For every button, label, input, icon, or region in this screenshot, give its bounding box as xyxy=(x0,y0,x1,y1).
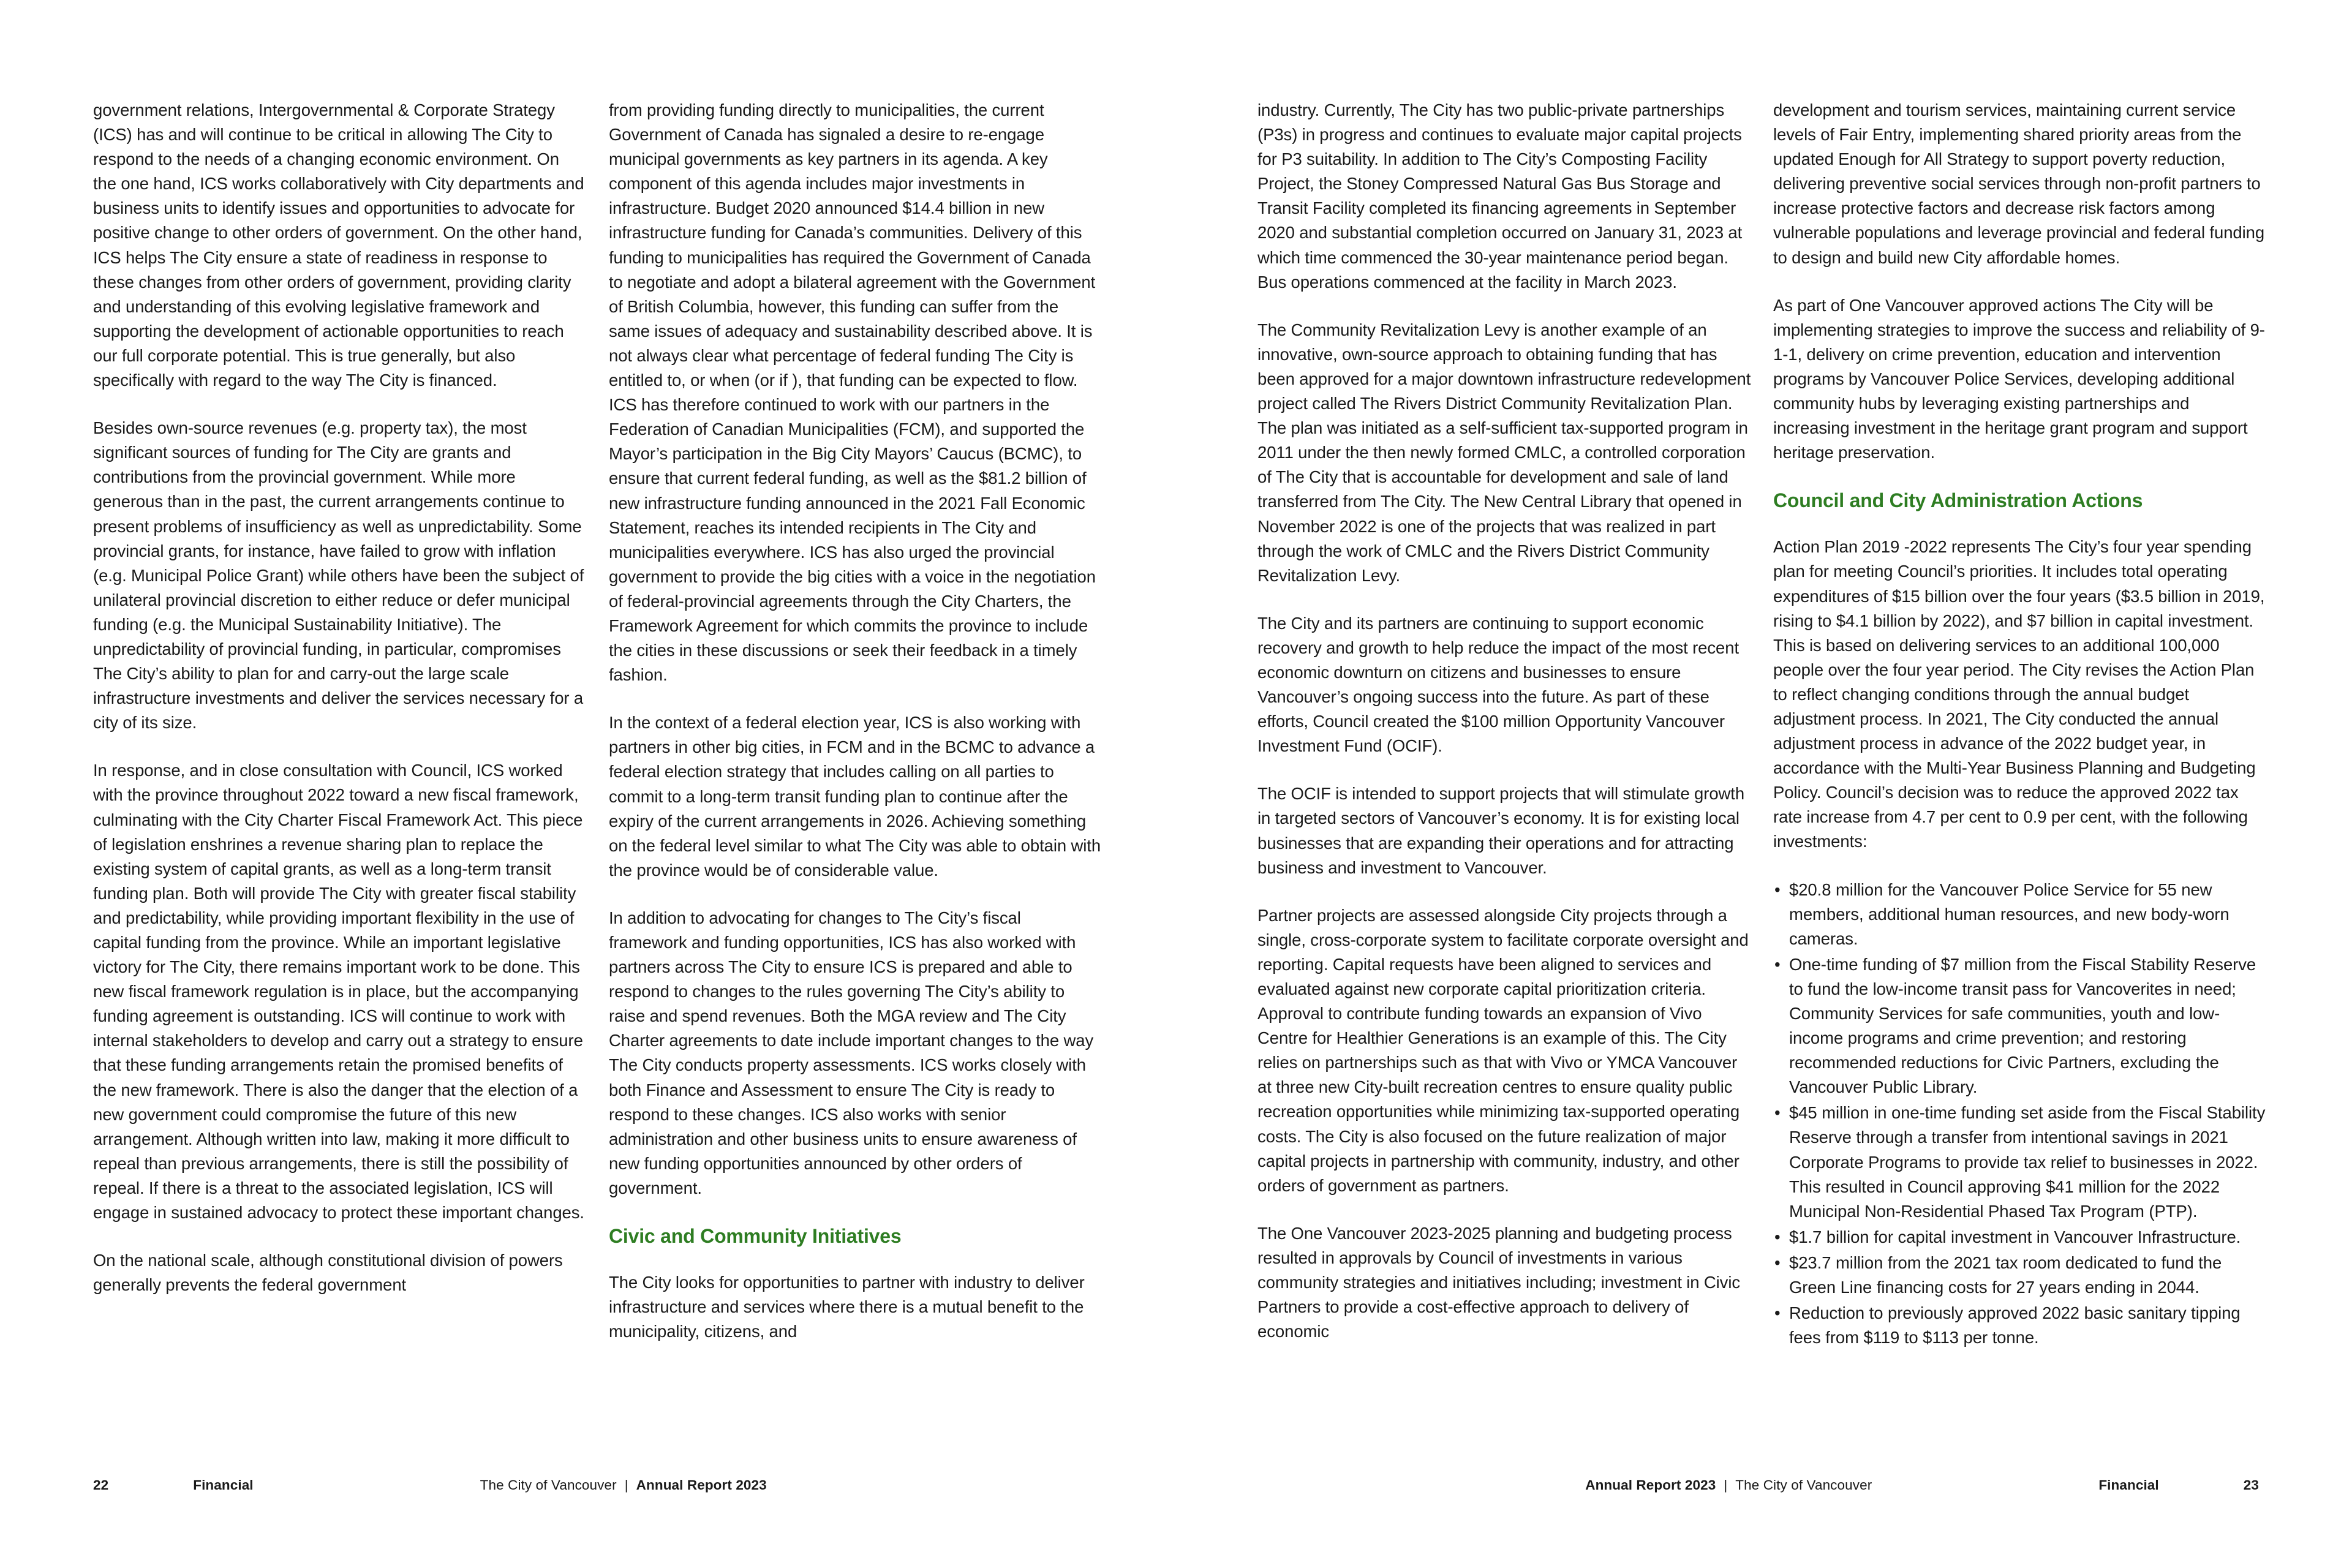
footer-organization-left: The City of Vancouver xyxy=(480,1477,617,1493)
paragraph: In response, and in close consultation with Council, ICS worked with the province throughout 2022 toward a new fiscal framework, culminating with the City Charter Fiscal Framework Act. This piece of legislation enshrines a revenue sharing plan to replace the existing system of capital grants, as well as a long-term transit funding plan. Both will provide The City with greater fiscal stability and predictability, while providing important flexibility in the use of capital funding from the province. While an important legislative victory for The City, there remains important work to be done. This new fiscal framework regulation is in place, but the accompanying funding agreement is outstanding. ICS will continue to work with internal stakeholders to develop and carry out a strategy to ensure that these funding arrangements retain the promised benefits of the new framework. There is also the danger that the election of a new government could compromise the future of this new arrangement. Although written into law, making it more difficult to repeal than previous arrangements, there is still the possibility of repeal. If there is a threat to the associated legislation, ICS will engage in sustained advocacy to protect these important changes. xyxy=(93,761,584,1223)
page-number-left: 22 xyxy=(93,1477,109,1493)
footer-left-page xyxy=(93,1475,1098,1496)
section-heading-civic-and-community-initiatives: Civic and Community Initiatives xyxy=(609,1225,902,1248)
paragraph: The OCIF is intended to support projects that will stimulate growth in targeted sectors of Vancouver’s economy. It is for existing local businesses that are expanding their operations and for attracting business and investment to Vancouver. xyxy=(1257,784,1745,877)
investments-bullet-list xyxy=(1773,878,2267,1351)
paragraph: development and tourism services, maintaining current service levels of Fair Entry, implementing shared priority areas from the updated Enough for All Strategy to support poverty reduction, delivering preventive social services through non-profit partners to increase protective factors and decrease risk factors among vulnerable populations and leverage provincial and federal funding to design and build new City affordable homes. xyxy=(1773,100,2265,267)
footer-organization-right: The City of Vancouver xyxy=(1735,1477,1872,1493)
footer-publication-left: Annual Report 2023 xyxy=(636,1477,767,1493)
paragraph: Besides own-source revenues (e.g. property tax), the most significant sources of funding for The City are grants and contributions from the provincial government. While more generous than in the past, the current arrangements continue to present problems of insufficiency as well as unpredictability. Some provincial grants, for instance, have failed to grow with inflation (e.g. Municipal Police Grant) while others have been the subject of unilateral provincial discretion to either reduce or defer municipal funding (e.g. the Municipal Sustainability Initiative). The unpredictability of provincial funding, in particular, compromises The City’s ability to plan for and carry-out the large scale infrastructure investments and deliver the services necessary for a city of its size. xyxy=(93,418,584,733)
section-heading-council-and-city-administration-actions: Council and City Administration Actions xyxy=(1773,489,2143,512)
paragraph: The One Vancouver 2023-2025 planning and budgeting process resulted in approvals by Council of investments in various community strategies and initiatives including; investment in Civic Partners to provide a cost-effective approach to delivery of economic xyxy=(1257,1223,1741,1341)
list-item: • $45 million in one-time funding set aside from the Fiscal Stability Reserve through a transfer from intentional savings in 2021 Corporate Programs to provide tax relief to businesses in 2022. This resulted in Council approving $41 million for the 2022 Municipal Non-Residential Phased Tax Program (PTP). xyxy=(1773,1101,2267,1223)
footer-separator: | xyxy=(624,1477,628,1493)
paragraph: In the context of a federal election year, ICS is also working with partners in other big cities, in FCM and in the BCMC to advance a federal election strategy that includes calling on all parties to commit to a long-term transit funding plan to continue after the expiry of the current arrangements in 2026. Achieving something on the federal level similar to what The City was able to obtain with the province would be of considerable value. xyxy=(609,713,1101,880)
paragraph: from providing funding directly to municipalities, the current Government of Canada has signaled a desire to re-engage municipal governments as key partners in its agenda. A key component of this agenda includes major investments in infrastructure. Budget 2020 announced $14.4 billion in new infrastructure funding for Canada’s communities. Delivery of this funding to municipalities has required the Government of Canada to negotiate and adopt a bilateral agreement with the Government of British Columbia, however, this funding can suffer from the same issues of adequacy and sustainability described above. It is not always clear what percentage of federal funding The City is entitled to, or when (or if ), that funding can be expected to flow. ICS has therefore continued to work with our partners in the Federation of Canadian Municipalities (FCM), and supported the Mayor’s participation in the Big City Mayors’ Caucus (BCMC), to ensure that current federal funding, as well as the $81.2 billion of new infrastructure funding announced in the 2021 Fall Economic Statement, reaches its intended recipients in The City and municipalities everywhere. ICS has also urged the provincial government to provide the big cities with a voice in the negotiation of federal-provincial agreements through the City Charters, the Framework Agreement for which commits the province to include the cities in these discussions or seek their feedback in a timely fashion. xyxy=(609,100,1096,685)
list-item: • $1.7 billion for capital investment in Vancouver Infrastructure. xyxy=(1773,1225,2267,1250)
footer-section-left: Financial xyxy=(193,1477,254,1493)
paragraph: The Community Revitalization Levy is another example of an innovative, own-source approach to obtaining funding that has been approved for a major downtown infrastructure redevelopment project called The Rivers District Community Revitalization Plan. The plan was initiated as a self-sufficient tax-supported program in 2011 under the then newly formed CMLC, a controlled corporation of The City that is accountable for development and sale of land transferred from The City. The New Central Library that opened in November 2022 is one of the projects that was realized in part through the work of CMLC and the Rivers District Community Revitalization Levy. xyxy=(1257,320,1751,585)
paragraph: On the national scale, although constitutional division of powers generally prevents the federal government xyxy=(93,1251,563,1295)
column-2 xyxy=(609,0,1102,1427)
paragraph: The City and its partners are continuing to support economic recovery and growth to help reduce the impact of the most recent economic downturn on citizens and businesses to ensure Vancouver’s ongoing success into the future. As part of these efforts, Council created the $100 million Opportunity Vancouver Investment Fund (OCIF). xyxy=(1257,613,1740,756)
footer-separator: | xyxy=(1724,1477,1728,1493)
list-item: • $20.8 million for the Vancouver Police Service for 55 new members, additional human resources, and new body-worn cameras. xyxy=(1773,878,2267,951)
paragraph: As part of One Vancouver approved actions The City will be implementing strategies to improve the success and reliability of 9-1-1, delivery on crime prevention, education and intervention programs by Vancouver Police Services, developing additional community hubs by leveraging existing partnerships and increasing investment in the heritage grant program and support heritage preservation. xyxy=(1773,295,2265,462)
column-1 xyxy=(93,0,587,1427)
paragraph: The City looks for opportunities to partner with industry to deliver infrastructure and services where there is a mutual benefit to the municipality, citizens, and xyxy=(609,1273,1085,1341)
paragraph: Partner projects are assessed alongside City projects through a single, cross-corporate system to facilitate corporate oversight and reporting. Capital requests have been aligned to services and evaluated against new corporate capital prioritization criteria. Approval to contribute funding towards an expansion of Vivo Centre for Healthier Generations is an example of this. The City relies on partnerships such as that with Vivo or YMCA Vancouver at three new City-built recreation centres to ensure quality public recreation opportunities while minimizing tax-supported operating costs. The City is also focused on the future realization of major capital projects in partnership with community, industry, and other orders of government as partners. xyxy=(1257,905,1749,1195)
column-4 xyxy=(1773,0,2267,1427)
list-item: • Reduction to previously approved 2022 basic sanitary tipping fees from $119 to $113 per tonne. xyxy=(1773,1301,2267,1350)
page-number-right: 23 xyxy=(2243,1477,2259,1493)
paragraph: In addition to advocating for changes to The City’s fiscal framework and funding opportunities, ICS has also worked with partners across The City to ensure ICS is prepared and able to respond to changes to the rules governing The City’s ability to raise and spend revenues. Both the MGA review and The City Charter agreements to date include important changes to the way The City conducts property assessments. ICS works closely with both Finance and Assessment to ensure The City is ready to respond to these changes. ICS also works with senior administration and other business units to ensure awareness of new funding opportunities announced by other orders of government. xyxy=(609,908,1094,1197)
paragraph: industry. Currently, The City has two public-private partnerships (P3s) in progress and continues to evaluate major capital projects for P3 suitability. In addition to The City’s Composting Facility Project, the Stoney Compressed Natural Gas Bus Storage and Transit Facility completed its financing agreements in September 2020 and substantial completion occurred on January 31, 2023 at which time commenced the 30-year maintenance period began. Bus operations commenced at the facility in March 2023. xyxy=(1257,100,1743,292)
paragraph: Action Plan 2019 -2022 represents The City’s four year spending plan for meeting Council’s priorities. It includes total operating expenditures of $15 billion over the four years ($3.5 billion in 2019, rising to $4.1 billion by 2022), and $7 billion in capital investment. This is based on delivering services to an additional 100,000 people over the four year period. The City revises the Action Plan to reflect changing conditions through the annual budget adjustment process. In 2021, The City conducted the annual adjustment process in advance of the 2022 budget year, in accordance with the Multi-Year Business Planning and Budgeting Policy. Council’s decision was to reduce the approved 2022 tax rate increase from 4.7 per cent to 0.9 per cent, with the following investments: xyxy=(1773,537,2265,851)
list-item: • One-time funding of $7 million from the Fiscal Stability Reserve to fund the low-income transit pass for Vancoverites in need; Community Services for safe communities, youth and low-income programs and crime prevention; and restoring recommended reductions for Civic Partners, excluding the Vancouver Public Library. xyxy=(1773,952,2267,1100)
footer-right-page xyxy=(1254,1475,2259,1496)
footer-publication-right: Annual Report 2023 xyxy=(1585,1477,1716,1493)
paragraph: government relations, Intergovernmental & Corporate Strategy (ICS) has and will continue to be critical in allowing The City to respond to the needs of a changing economic environment. On the one hand, ICS works collaboratively with City departments and business units to identify issues and opportunities to advocate for positive change to other orders of government. On the other hand, ICS helps The City ensure a state of readiness in response to these changes from other orders of government, providing clarity and understanding of this evolving legislative framework and supporting the development of actionable opportunities to reach our full corporate potential. This is true generally, but also specifically with regard to the way The City is financed. xyxy=(93,100,584,390)
column-3 xyxy=(1257,0,1751,1427)
list-item: • $23.7 million from the 2021 tax room dedicated to fund the Green Line financing costs for 27 years ending in 2044. xyxy=(1773,1251,2267,1300)
footer-section-right: Financial xyxy=(2098,1477,2159,1493)
